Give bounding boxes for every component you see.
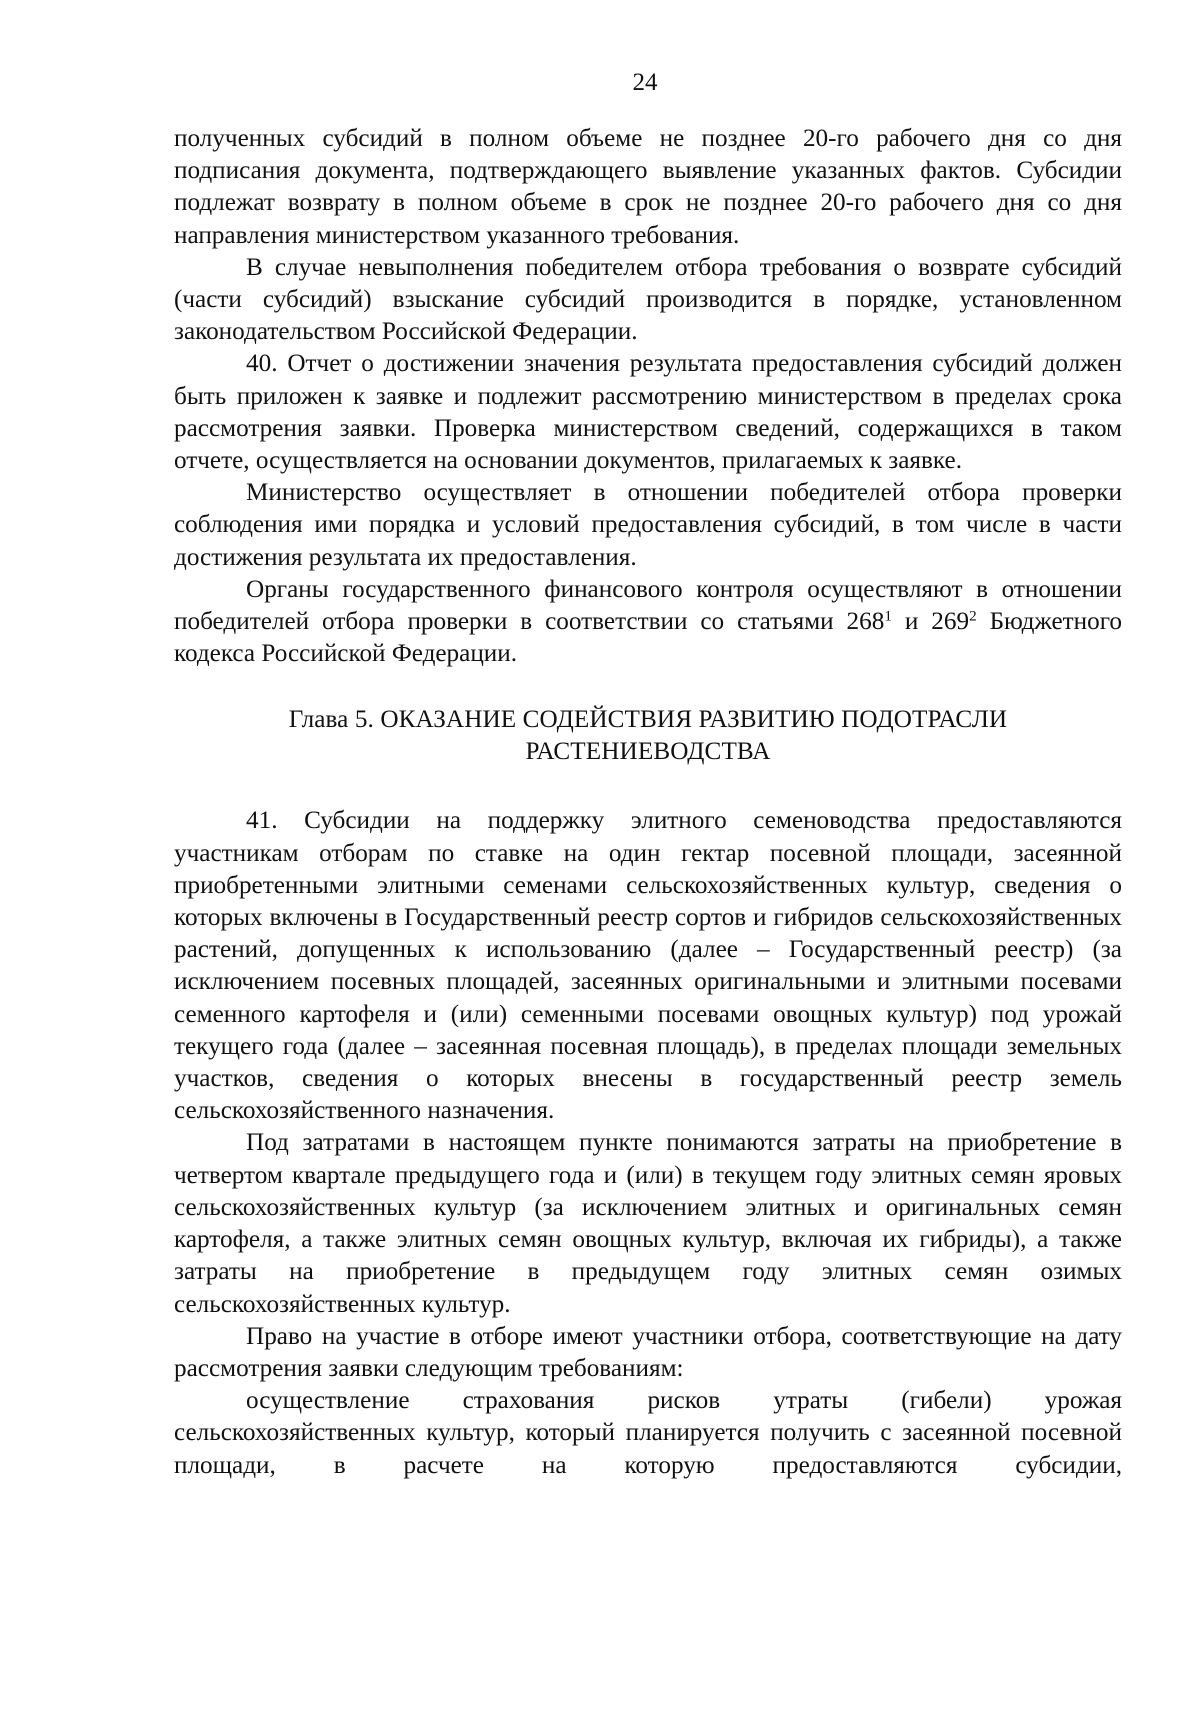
document-body (174, 123, 1122, 1482)
paragraph-recovery: В случае невыполнения победителем отбора требования о возврате субсидий (части субсидий) взыскание субсидий производится в порядке, установленном законодательством Российской Федерации. (174, 253, 1122, 346)
superscript-2: 2 (969, 608, 977, 625)
financial-control-text-c: Бюджетного кодекса Российской Федерации. (174, 608, 1123, 668)
superscript-1: 1 (884, 608, 892, 625)
paragraph-41-elite-seeds: 41. Субсидии на поддержку элитного семеноводства предоставляются участникам отборам по ставке на один гектар посевной площади, засеянной приобретенными элитными семенами сельскохозяйственных культур, сведения о которых включены в Государственный реестр сортов и гибридов сельскохозяйственных растений, допущенных к использованию (далее – Государственный реестр) (за исключением посевных площадей, засеянных оригинальными и элитными посевами семенного картофеля и (или) семенными посевами овощных культур) под урожай текущего года (далее – засеянная посевная площадь), в пределах площади земельных участков, сведения о которых внесены в государственный реестр земель сельскохозяйственного назначения. (174, 807, 1122, 1125)
chapter-heading (174, 704, 1122, 768)
chapter-title-line-2: РАСТЕНИЕВОДСТВА (525, 738, 771, 766)
paragraph-costs: Под затратами в настоящем пункте понимаются затраты на приобретение в четвертом квартале предыдущего года и (или) в текущем году элитных семян яровых сельскохозяйственных культур (за исключением элитных и оригинальных семян картофеля, а также элитных семян овощных культур, включая их гибриды), а также затраты на приобретение в предыдущем году элитных семян озимых сельскохозяйственных культур. (174, 1129, 1122, 1318)
paragraph-insurance: осуществление страхования рисков утраты (гибели) урожая сельскохозяйственных культур, который планируется получить с засеянной посевной площади, в расчете на которую предоставляются субсидии, (174, 1387, 1122, 1479)
financial-control-text-b: и 269 (891, 608, 970, 636)
paragraph-40-report: 40. Отчет о достижении значения результата предоставления субсидий должен быть приложен к заявке и подлежит рассмотрению министерством в пределах срока рассмотрения заявки. Проверка министерством сведений, содержащихся в таком отчете, осуществляется на основании документов, прилагаемых к заявке. (174, 350, 1122, 475)
paragraph-financial-control (174, 574, 1122, 671)
paragraph-eligibility: Право на участие в отборе имеют участники отбора, соответствующие на дату рассмотрения заявки следующим требованиям: (174, 1322, 1122, 1382)
paragraph-ministry-checks: Министерство осуществляет в отношении победителей отбора проверки соблюдения ими порядка и условий предоставления субсидий, в том числе в части достижения результата их предоставления. (174, 479, 1122, 571)
financial-control-text-a: Органы государственного финансового контроля осуществляют в отношении победителей отбора проверки в соответствии со статьями 268 (174, 575, 1122, 636)
chapter-title-line-1: Глава 5. ОКАЗАНИЕ СОДЕЙСТВИЯ РАЗВИТИЮ ПОДОТРАСЛИ (288, 706, 1008, 734)
page-number: 24 (632, 69, 658, 96)
paragraph-continuation: полученных субсидий в полном объеме не позднее 20-го рабочего дня со дня подписания документа, подтверждающего выявление указанных фактов. Субсидии подлежат возврату в полном объеме в срок не позднее 20-го рабочего дня со дня направления министерством указанного требования. (174, 125, 1122, 249)
